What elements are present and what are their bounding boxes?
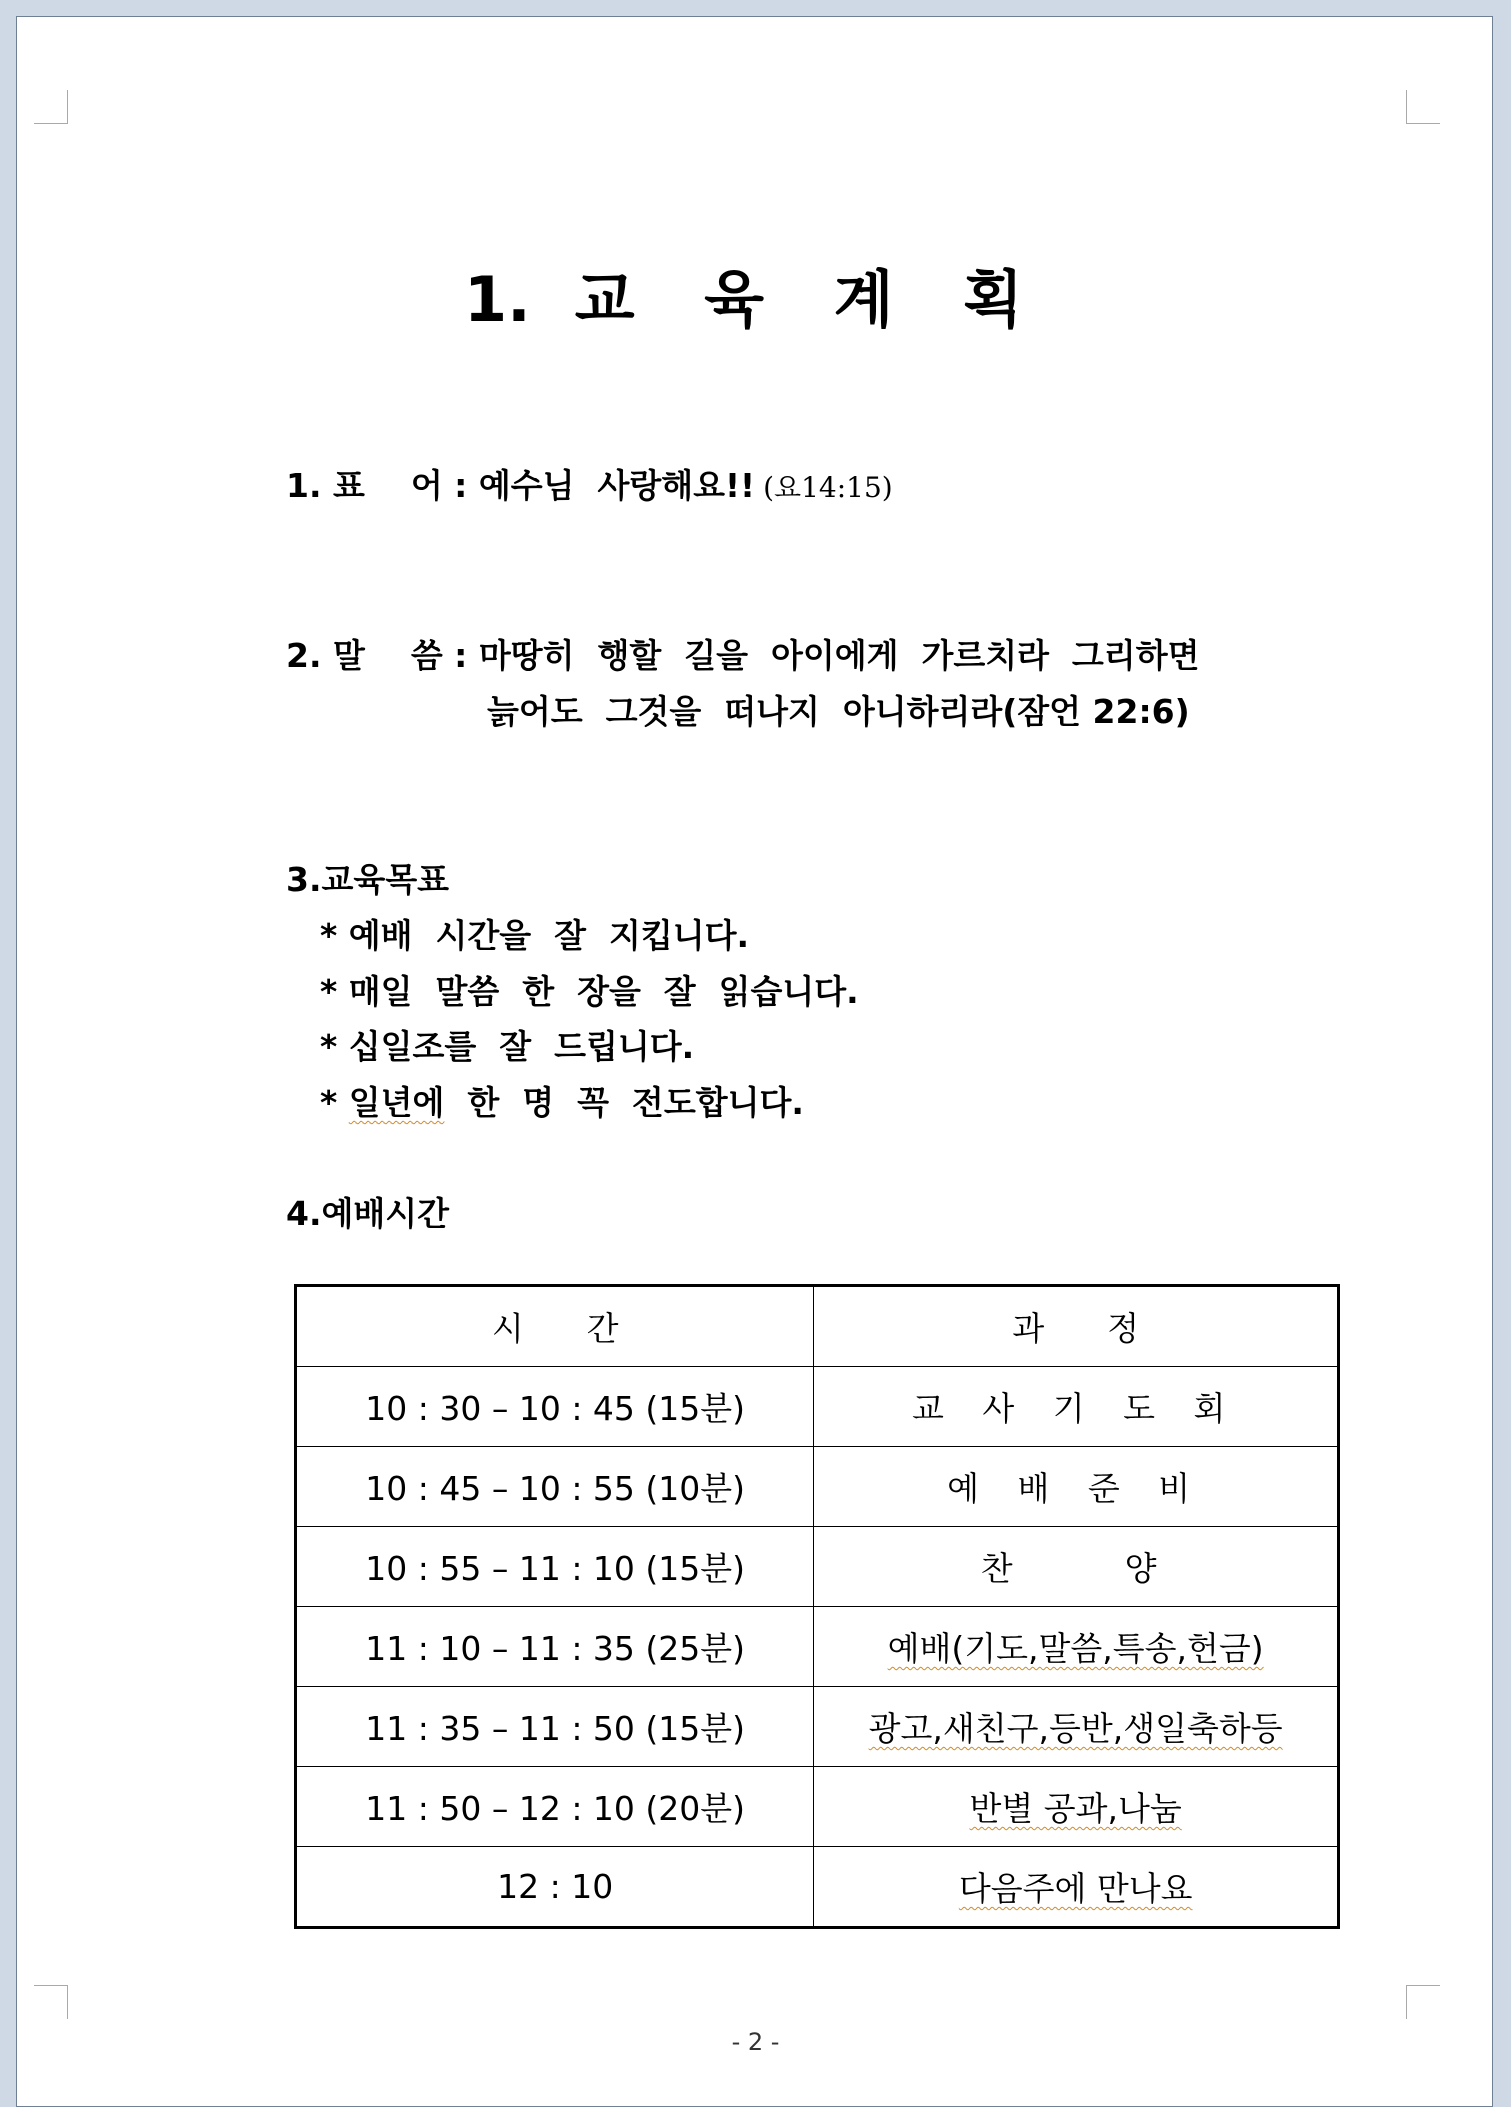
schedule-heading: 4.예배시간 [286,1194,450,1233]
activity-cell: 반별 공과,나눔 [814,1767,1339,1847]
time-cell: 11 : 50 – 12 : 10 (20분) [296,1767,814,1847]
activity-cell: 예배(기도,말씀,특송,헌금) [814,1607,1339,1687]
table-row [296,1367,1339,1447]
word-line-1 [286,630,1199,677]
table-row [296,1527,1339,1607]
table-header-row [296,1286,1339,1367]
margin-mark-bottom-right [1406,1985,1440,2019]
word-label: 2. 말 씀 : [286,636,479,675]
word-text-1: 마땅히 행할 길을 아이에게 가르치라 그리하면 [478,636,1200,675]
motto-reference: (요14:15) [763,471,893,504]
activity-cell: 광고,새친구,등반,생일축하등 [814,1687,1339,1767]
table-row [296,1847,1339,1928]
margin-mark-bottom-left [34,1985,68,2019]
time-cell: 10 : 55 – 11 : 10 (15분) [296,1527,814,1607]
activity-cell: 다음주에 만나요 [814,1847,1339,1928]
time-cell: 12 : 10 [296,1847,814,1928]
word-line-2 [487,686,1190,733]
goals-heading: 3.교육목표 [286,860,450,899]
time-cell: 11 : 10 – 11 : 35 (25분) [296,1607,814,1687]
page-title [0,250,1511,339]
activity-cell: 교 사 기 도 회 [814,1367,1339,1447]
page-number: - 2 - [731,2028,780,2056]
margin-mark-top-right [1406,90,1440,124]
spellcheck-underlined-word: 일년에 [348,1083,445,1122]
title-number: 1. [463,263,531,336]
header-activity: 과 정 [814,1286,1339,1367]
goal-item: * 십일조를 잘 드립니다. [320,1027,695,1066]
goal-item: * 매일 말씀 한 장을 잘 읽습니다. [320,972,859,1011]
activity-cell: 예 배 준 비 [814,1447,1339,1527]
motto-text: 예수님 사랑해요!! [478,466,756,505]
goal-item: * 예배 시간을 잘 지킵니다. [320,916,749,955]
schedule-table [294,1284,1340,1929]
time-cell: 11 : 35 – 11 : 50 (15분) [296,1687,814,1767]
time-cell: 10 : 30 – 10 : 45 (15분) [296,1367,814,1447]
word-text-2: 늙어도 그것을 떠나지 아니하리라(잠언 22:6) [487,692,1190,731]
table-row [296,1447,1339,1527]
table-row [296,1767,1339,1847]
title-text: 교 육 계 획 [574,263,1048,336]
table-row [296,1607,1339,1687]
activity-cell: 찬 양 [814,1527,1339,1607]
goal-item: * 일년에 한 명 꼭 전도합니다. [320,1083,804,1122]
time-cell: 10 : 45 – 10 : 55 (10분) [296,1447,814,1527]
margin-mark-top-left [34,90,68,124]
table-row [296,1687,1339,1767]
header-time: 시 간 [296,1286,814,1367]
motto-line [286,460,893,507]
motto-label: 1. 표 어 : [286,466,479,505]
